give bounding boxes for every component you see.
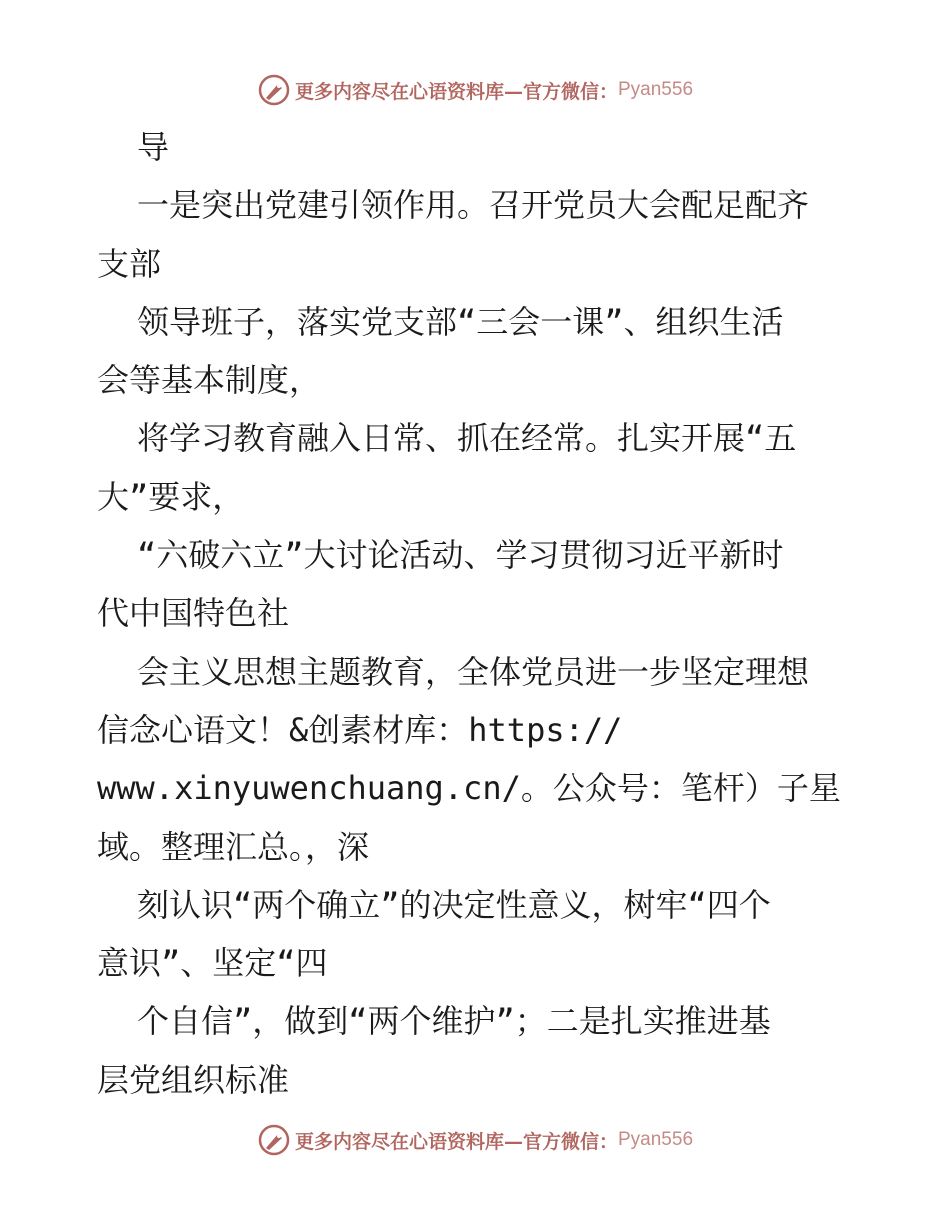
- text-line: 个自信”，做到“两个维护”；二是扎实推进基: [137, 1002, 771, 1041]
- text-line: 域。整理汇总。，深: [97, 827, 370, 866]
- text-line: 一是突出党建引领作用。召开党员大会配足配齐: [137, 186, 810, 225]
- text-line: 支部: [97, 244, 162, 283]
- text-line: 意识”、坚定“四: [97, 944, 328, 983]
- header-banner: [0, 70, 950, 110]
- text-line: 代中国特色社: [97, 594, 290, 633]
- text-line: 导: [137, 128, 170, 166]
- pen-nib-icon: [257, 1123, 291, 1157]
- footer-banner: [0, 1120, 950, 1160]
- text-line: 大”要求，: [97, 477, 245, 516]
- text-line: “六破六立”大讨论活动、学习贯彻习近平新时: [137, 536, 784, 575]
- text-line: www.xinyuwenchuang.cn/。公众号：笔杆）子星: [97, 769, 841, 808]
- pen-nib-icon: [257, 73, 291, 107]
- text-line: 会主义思想主题教育，全体党员进一步坚定理想: [137, 652, 810, 691]
- text-line: 信念心语文！&创素材库：https://: [97, 710, 623, 749]
- text-line: 层党组织标准: [97, 1060, 290, 1099]
- text-line: 领导班子，落实党支部“三会一课”、组织生活: [137, 302, 784, 341]
- text-line: 将学习教育融入日常、抓在经常。扎实开展“五: [137, 419, 797, 458]
- banner-wechat-id: Pyan556: [618, 1129, 694, 1150]
- banner-wechat-id: Pyan556: [618, 79, 694, 100]
- banner-text: 更多内容尽在心语资料库—官方微信：: [294, 80, 618, 103]
- banner-text: 更多内容尽在心语资料库—官方微信：: [294, 1130, 618, 1153]
- document-body: [97, 118, 857, 1109]
- text-line: 会等基本制度，: [97, 361, 322, 400]
- text-line: 刻认识“两个确立”的决定性意义，树牢“四个: [137, 885, 771, 924]
